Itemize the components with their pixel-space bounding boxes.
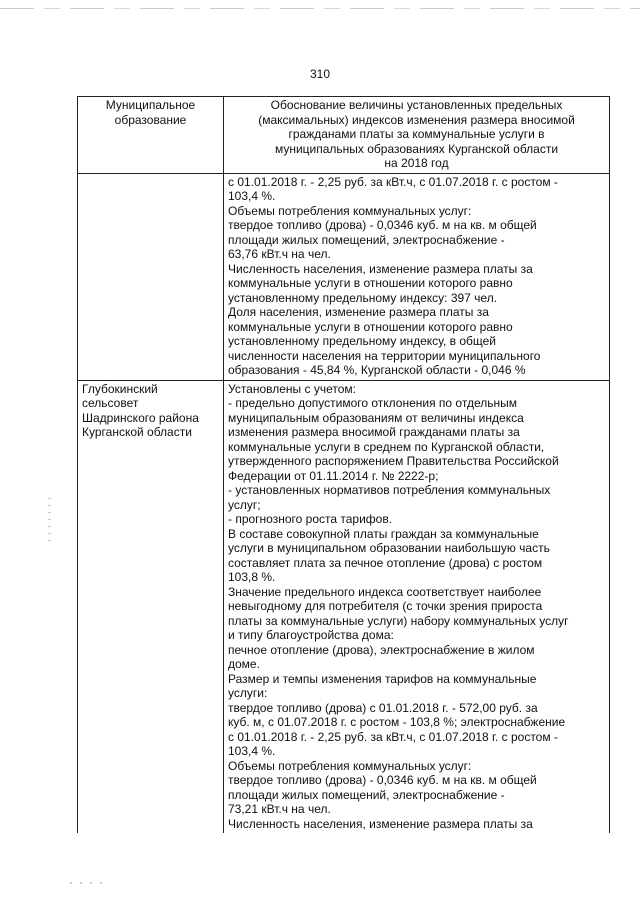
text-line: с 01.01.2018 г. - 2,25 руб. за кВт.ч, с 01.07.2018 г. с ростом - <box>228 729 558 744</box>
header-col2-line: (максимальных) индексов изменения размера вносимой <box>258 112 575 127</box>
text-line: 103,8 %. <box>228 570 276 584</box>
header-col2-line: Обоснование величины установленных предельных <box>270 98 563 112</box>
header-col2-line: на 2018 год <box>384 156 449 170</box>
header-justification <box>224 97 610 174</box>
text-line: коммунальные услуги в отношении которого равно <box>228 276 513 290</box>
table-row-glubokinsky <box>78 380 610 833</box>
glubokinsky-municipality-cell <box>78 380 224 833</box>
text-line: услуги в муниципальном образовании наибольшую часть <box>228 541 550 555</box>
text-line: 63,76 кВт.ч на чел. <box>228 247 331 261</box>
header-col2-line: муниципальных образованиях Курганской области <box>274 141 559 156</box>
text-line: и типу благоустройства дома: <box>228 628 394 642</box>
header-col2-line: гражданами платы за коммунальные услуги в <box>288 127 545 141</box>
text-line: невыгодному для потребителя (с точки зрения прироста <box>228 599 543 613</box>
municipality-line: Глубокинский <box>82 381 158 396</box>
text-line: доме. <box>228 657 260 671</box>
table-row-continuation <box>78 173 610 380</box>
glubokinsky-text-cell <box>224 380 610 833</box>
text-line: Доля населения, изменение размера платы за <box>228 305 489 319</box>
header-col1-line: образование <box>114 112 187 127</box>
text-line: изменения размера вносимой гражданами платы за <box>228 425 520 439</box>
scan-edge-artifact <box>0 8 640 9</box>
text-line: образования - 45,84 %, Курганской области - 0,046 % <box>228 363 526 377</box>
text-line: печное отопление (дрова), электроснабжение в жилом <box>228 642 535 657</box>
text-line: численности населения на территории муниципального <box>228 348 541 363</box>
text-line: - предельно допустимого отклонения по отдельным <box>228 396 517 410</box>
text-line: Численность населения, изменение размера платы за <box>228 816 533 831</box>
text-line: платы за коммунальные услуги) набору коммунальных услуг <box>228 613 569 628</box>
text-line: твердое топливо (дрова) с 01.01.2018 г. - 572,00 руб. за <box>228 700 538 715</box>
text-line: Значение предельного индекса соответствует наиболее <box>228 584 542 599</box>
text-line: площади жилых помещений, электроснабжение - <box>228 232 505 247</box>
text-line: Установлены с учетом: <box>228 381 356 396</box>
text-line: с 01.01.2018 г. - 2,25 руб. за кВт.ч, с 01.07.2018 г. с ростом - <box>228 174 558 189</box>
table-header-row <box>78 97 610 174</box>
scan-specks-bottom <box>70 882 110 884</box>
text-line: твердое топливо (дрова) - 0,0346 куб. м на кв. м общей <box>228 773 537 787</box>
text-line: твердое топливо (дрова) - 0,0346 куб. м на кв. м общей <box>228 218 537 232</box>
continuation-text-cell <box>224 173 610 380</box>
text-line: услуг; <box>228 497 261 512</box>
header-municipality <box>78 97 224 174</box>
text-line: 103,4 %. <box>228 189 276 203</box>
scan-specks-left <box>48 498 51 546</box>
page-number: 310 <box>309 67 331 81</box>
indices-table <box>77 96 610 833</box>
text-line: 103,4 %. <box>228 744 276 758</box>
text-line: Численность населения, изменение размера платы за <box>228 261 533 276</box>
text-line: установленному предельному индексу, в общей <box>228 334 496 348</box>
text-line: площади жилых помещений, электроснабжение - <box>228 787 505 802</box>
municipality-line: Курганской области <box>82 425 192 439</box>
text-line: утвержденного распоряжением Правительства Российской <box>228 454 559 468</box>
text-line: куб. м, с 01.07.2018 г. с ростом - 103,8 %; электроснабжение <box>228 715 566 729</box>
text-line: В составе совокупной платы граждан за коммунальные <box>228 526 539 541</box>
municipality-line: Шадринского района <box>82 410 199 425</box>
text-line: муниципальным образованиям от величины индекса <box>228 410 524 425</box>
text-line: Размер и темпы изменения тарифов на коммунальные <box>228 671 537 686</box>
municipality-line: сельсовет <box>82 396 139 410</box>
text-line: - установленных нормативов потребления коммунальных <box>228 483 551 497</box>
text-line: услуги: <box>228 686 268 700</box>
text-line: Объемы потребления коммунальных услуг: <box>228 203 472 218</box>
text-line: Объемы потребления коммунальных услуг: <box>228 758 472 773</box>
text-line: коммунальные услуги в среднем по Курганской области, <box>228 439 545 454</box>
text-line: Федерации от 01.11.2014 г. № 2222-р; <box>228 468 439 483</box>
text-line: установленному предельному индексу: 397 чел. <box>228 290 498 305</box>
text-line: коммунальные услуги в отношении которого равно <box>228 319 513 334</box>
text-line: составляет плата за печное отопление (дрова) с ростом <box>228 555 543 570</box>
text-line: - прогнозного роста тарифов. <box>228 512 393 526</box>
continuation-municipality-cell <box>78 173 224 380</box>
text-line: 73,21 кВт.ч на чел. <box>228 802 331 816</box>
header-col1-line: Муниципальное <box>105 98 196 112</box>
